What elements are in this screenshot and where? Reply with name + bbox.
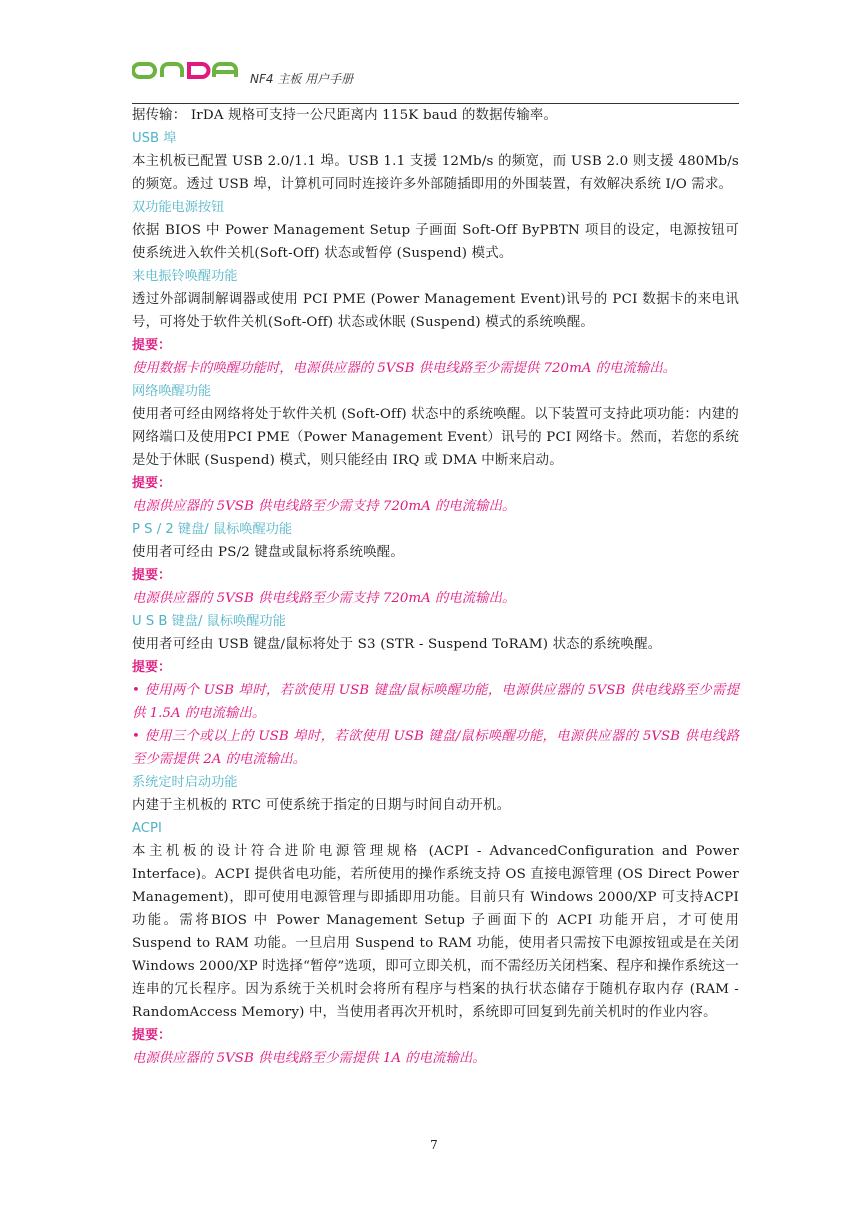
note-label: 提要： — [132, 568, 172, 583]
paragraph-lan-wake: 使用者可经由网络将处于软件关机 (Soft-Off) 状态中的系统唤醒。以下装置可支持此项功能：内建的网络端口及使用PCI PME（Power Management Event）讯号的 PCI 网络卡。然而，若您的系统是处于休眠 (Suspend) 模式，则只能经由 IRQ 或 DMA 中断来启动。 — [132, 407, 739, 468]
section-heading-usb-wake: U S B 键盘/ 鼠标唤醒功能 — [132, 614, 286, 629]
section-heading-acpi: ACPI — [132, 821, 162, 836]
document-body — [132, 104, 739, 1070]
section-heading-rtc: 系统定时启动功能 — [132, 775, 238, 790]
note-label: 提要： — [132, 1028, 172, 1043]
note-label: 提要： — [132, 476, 172, 491]
note-text: 电源供应器的 5VSB 供电线路至少需支持 720mA 的电流输出。 — [132, 591, 516, 606]
section-heading-dual-power: 双功能电源按钮 — [132, 200, 225, 215]
section-heading-ps2-wake: P S / 2 键盘/ 鼠标唤醒功能 — [132, 522, 293, 537]
note-text: 使用数据卡的唤醒功能时，电源供应器的 5VSB 供电线路至少需提供 720mA 的电流输出。 — [132, 361, 677, 376]
page-number: 7 — [430, 1138, 438, 1152]
section-heading-usb-port: USB 埠 — [132, 131, 177, 146]
paragraph-rtc: 内建于主机板的 RTC 可使系统于指定的日期与时间自动开机。 — [132, 798, 511, 813]
page-header — [132, 58, 739, 104]
onda-logo — [132, 60, 240, 82]
paragraph-irda: 据传输： IrDA 规格可支持一公尺距离内 115K baud 的数据传输率。 — [132, 108, 558, 123]
section-heading-lan-wake: 网络唤醒功能 — [132, 384, 212, 399]
paragraph-ps2-wake: 使用者可经由 PS/2 键盘或鼠标将系统唤醒。 — [132, 545, 404, 560]
note-bullet: • 使用两个 USB 埠时，若欲使用 USB 键盘/鼠标唤醒功能，电源供应器的 5VSB 供电线路至少需提供 1.5A 的电流输出。 — [132, 683, 739, 721]
note-text: 电源供应器的 5VSB 供电线路至少需提供 1A 的电流输出。 — [132, 1051, 486, 1066]
section-heading-ring-wake: 来电振铃唤醒功能 — [132, 269, 238, 284]
paragraph-usb-wake: 使用者可经由 USB 键盘/鼠标将处于 S3 (STR - Suspend ToRAM) 状态的系统唤醒。 — [132, 637, 662, 652]
paragraph-acpi: 本主机板的设计符合进阶电源管理规格 (ACPI - AdvancedConfiguration and Power Interface)。ACPI 提供省电功能，若所使用的操作系统支持 OS 直接电源管理 (OS Direct Power Management)，即可使用电源管理与即插即用功能。目前只有 Windows 2000/XP 可支持ACPI 功能。需将BIOS 中 Power Management Setup 子画面下的 ACPI 功能开启，才可使用 Suspend to RAM 功能。一旦启用 Suspend to RAM 功能，使用者只需按下电源按钮或是在关闭 Windows 2000/XP 时选择“暂停”选项，即可立即关机，而不需经历关闭档案、程序和操作系统这一连串的冗长程序。因为系统于关机时会将所有程序与档案的执行状态储存于随机存取内存 (RAM - RandomAccess Memory) 中，当使用者再次开机时，系统即可回复到先前关机时的作业内容。 — [132, 844, 739, 1020]
paragraph-dual-power: 依据 BIOS 中 Power Management Setup 子画面 Soft-Off ByPBTN 项目的设定，电源按钮可使系统进入软件关机(Soft-Off) 状态或暂停 (Suspend) 模式。 — [132, 223, 739, 261]
paragraph-ring-wake: 透过外部调制解调器或使用 PCI PME (Power Management Event)讯号的 PCI 数据卡的来电讯号，可将处于软件关机(Soft-Off) 状态或休眠 (Suspend) 模式的系统唤醒。 — [132, 292, 739, 330]
note-text: 电源供应器的 5VSB 供电线路至少需支持 720mA 的电流输出。 — [132, 499, 516, 514]
note-label: 提要： — [132, 338, 172, 353]
manual-title: NF4 主板 用户手册 — [250, 72, 354, 86]
paragraph-usb-port: 本主机板已配置 USB 2.0/1.1 埠。USB 1.1 支援 12Mb/s 的频宽，而 USB 2.0 则支援 480Mb/s 的频宽。透过 USB 埠，计算机可同时连接许多外部随插即用的外围装置，有效解决系统 I/O 需求。 — [132, 154, 739, 192]
note-bullet: • 使用三个或以上的 USB 埠时，若欲使用 USB 键盘/鼠标唤醒功能，电源供应器的 5VSB 供电线路至少需提供 2A 的电流输出。 — [132, 729, 739, 767]
note-label: 提要： — [132, 660, 172, 675]
